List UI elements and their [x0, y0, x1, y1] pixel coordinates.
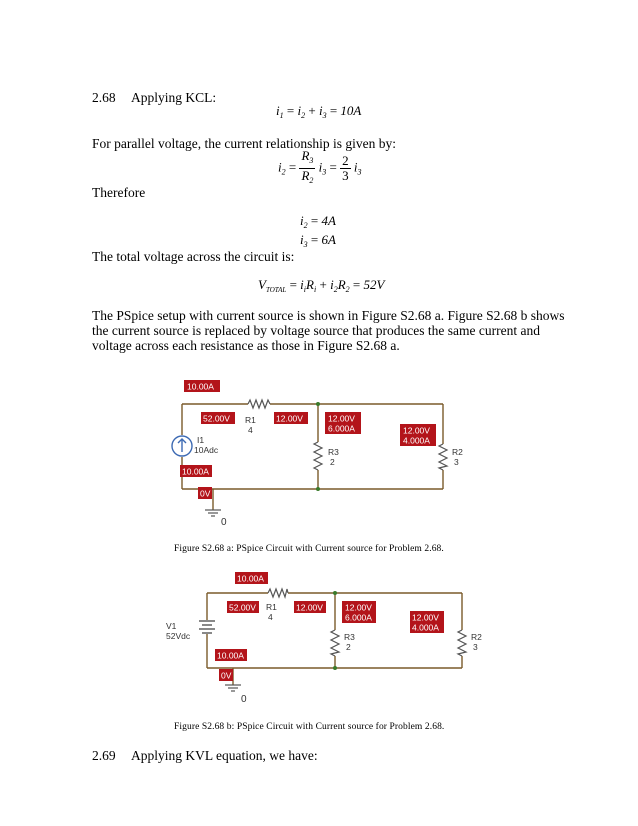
label-ground-b: 0	[241, 694, 247, 705]
caption-figure-a: Figure S2.68 a: PSpice Circuit with Current source for Problem 2.68.	[174, 544, 444, 554]
pspice-para-line-3: voltage across each resistance as those in Figure S2.68 a.	[92, 338, 400, 353]
resistor-r3-a	[314, 442, 322, 470]
probe-v12b-b-text: 12.00V	[345, 602, 372, 613]
probe-v0-b-text: 0V	[221, 670, 232, 681]
probe-v12a-b-text: 12.00V	[296, 602, 323, 613]
vtotal-equation: $V_{TOTAL} = i_iR_i + i_2R_2 = 52V$	[258, 277, 385, 294]
probe-v12c-b-text: 12.00V	[412, 612, 439, 623]
probe-i6-b-text: 6.000A	[345, 612, 372, 623]
ground-b	[225, 685, 241, 691]
probe-v52-a-text: 52.00V	[203, 413, 230, 424]
probe-i4-b-text: 4.000A	[412, 622, 439, 633]
label-r2-val-a: 3	[454, 457, 459, 467]
label-r1-a: R1	[245, 415, 256, 425]
current-source-a	[172, 436, 192, 456]
probe-v12c-a-text: 12.00V	[403, 425, 430, 436]
problem-number-269: 2.69	[92, 748, 116, 763]
voltage-source-b	[199, 621, 215, 633]
probe-v0-a-text: 0V	[200, 488, 211, 499]
kcl-equation: $i_1 = i_2 + i_3 = 10A$	[276, 103, 362, 120]
probe-cur-bottom-a-text: 10.00A	[182, 466, 209, 477]
circuit-figure-a	[160, 372, 480, 532]
pspice-para-line-2: the current source is replaced by voltage source that produces the same current and	[92, 323, 540, 338]
label-src-a: I1	[197, 435, 205, 445]
resistor-r1-a	[248, 400, 270, 408]
pspice-para-line-1: The PSpice setup with current source is shown in Figure S2.68 a. Figure S2.68 b shows	[92, 308, 565, 323]
problem-number-268: 2.68	[92, 90, 116, 105]
circuit-figure-b	[160, 568, 480, 708]
resistor-r3-b	[331, 630, 339, 656]
ratio-equation: $i_2$ = $\frac{R_3}{R_2}$ $i_3$ = $\frac{2}{3}$ $i_3$	[278, 148, 362, 185]
resistor-r2-b	[458, 630, 466, 656]
label-r3-a: R3	[328, 447, 339, 457]
label-ground-a: 0	[221, 517, 227, 528]
label-r1-val-a: 4	[248, 425, 253, 435]
result-i3: $i_3 = 6A$	[300, 232, 336, 249]
label-r1-b: R1	[266, 602, 277, 612]
label-r3-val-a: 2	[330, 457, 335, 467]
label-src-val-b: 52Vdc	[166, 631, 191, 641]
probe-current-a-text: 10.00A	[187, 381, 214, 392]
label-r3-val-b: 2	[346, 642, 351, 652]
probe-i4-a-text: 4.000A	[403, 435, 430, 446]
caption-figure-b: Figure S2.68 b: PSpice Circuit with Current source for Problem 2.68.	[174, 722, 445, 732]
label-r2-val-b: 3	[473, 642, 478, 652]
problem-heading-268: Applying KCL:	[131, 90, 217, 105]
probe-v52-b-text: 52.00V	[229, 602, 256, 613]
parallel-text: For parallel voltage, the current relationship is given by:	[92, 136, 397, 151]
ground-a	[205, 510, 221, 516]
probe-v12b-a-text: 12.00V	[328, 413, 355, 424]
probe-current-b-text: 10.00A	[237, 573, 264, 584]
resistor-r1-b	[268, 589, 288, 597]
probe-cur-bottom-b-text: 10.00A	[217, 650, 244, 661]
therefore-text: Therefore	[92, 185, 146, 200]
problem-heading-269: Applying KVL equation, we have:	[131, 748, 318, 763]
label-r1-val-b: 4	[268, 612, 273, 622]
label-r3-b: R3	[344, 632, 355, 642]
label-src-val-a: 10Adc	[194, 445, 219, 455]
label-r2-a: R2	[452, 447, 463, 457]
probe-v12a-a-text: 12.00V	[276, 413, 303, 424]
voltage-text: The total voltage across the circuit is:	[92, 249, 295, 264]
resistor-r2-a	[439, 444, 447, 470]
label-src-b: V1	[166, 621, 177, 631]
label-r2-b: R2	[471, 632, 482, 642]
result-i2: $i_2 = 4A$	[300, 213, 336, 230]
probe-i6-a-text: 6.000A	[328, 423, 355, 434]
